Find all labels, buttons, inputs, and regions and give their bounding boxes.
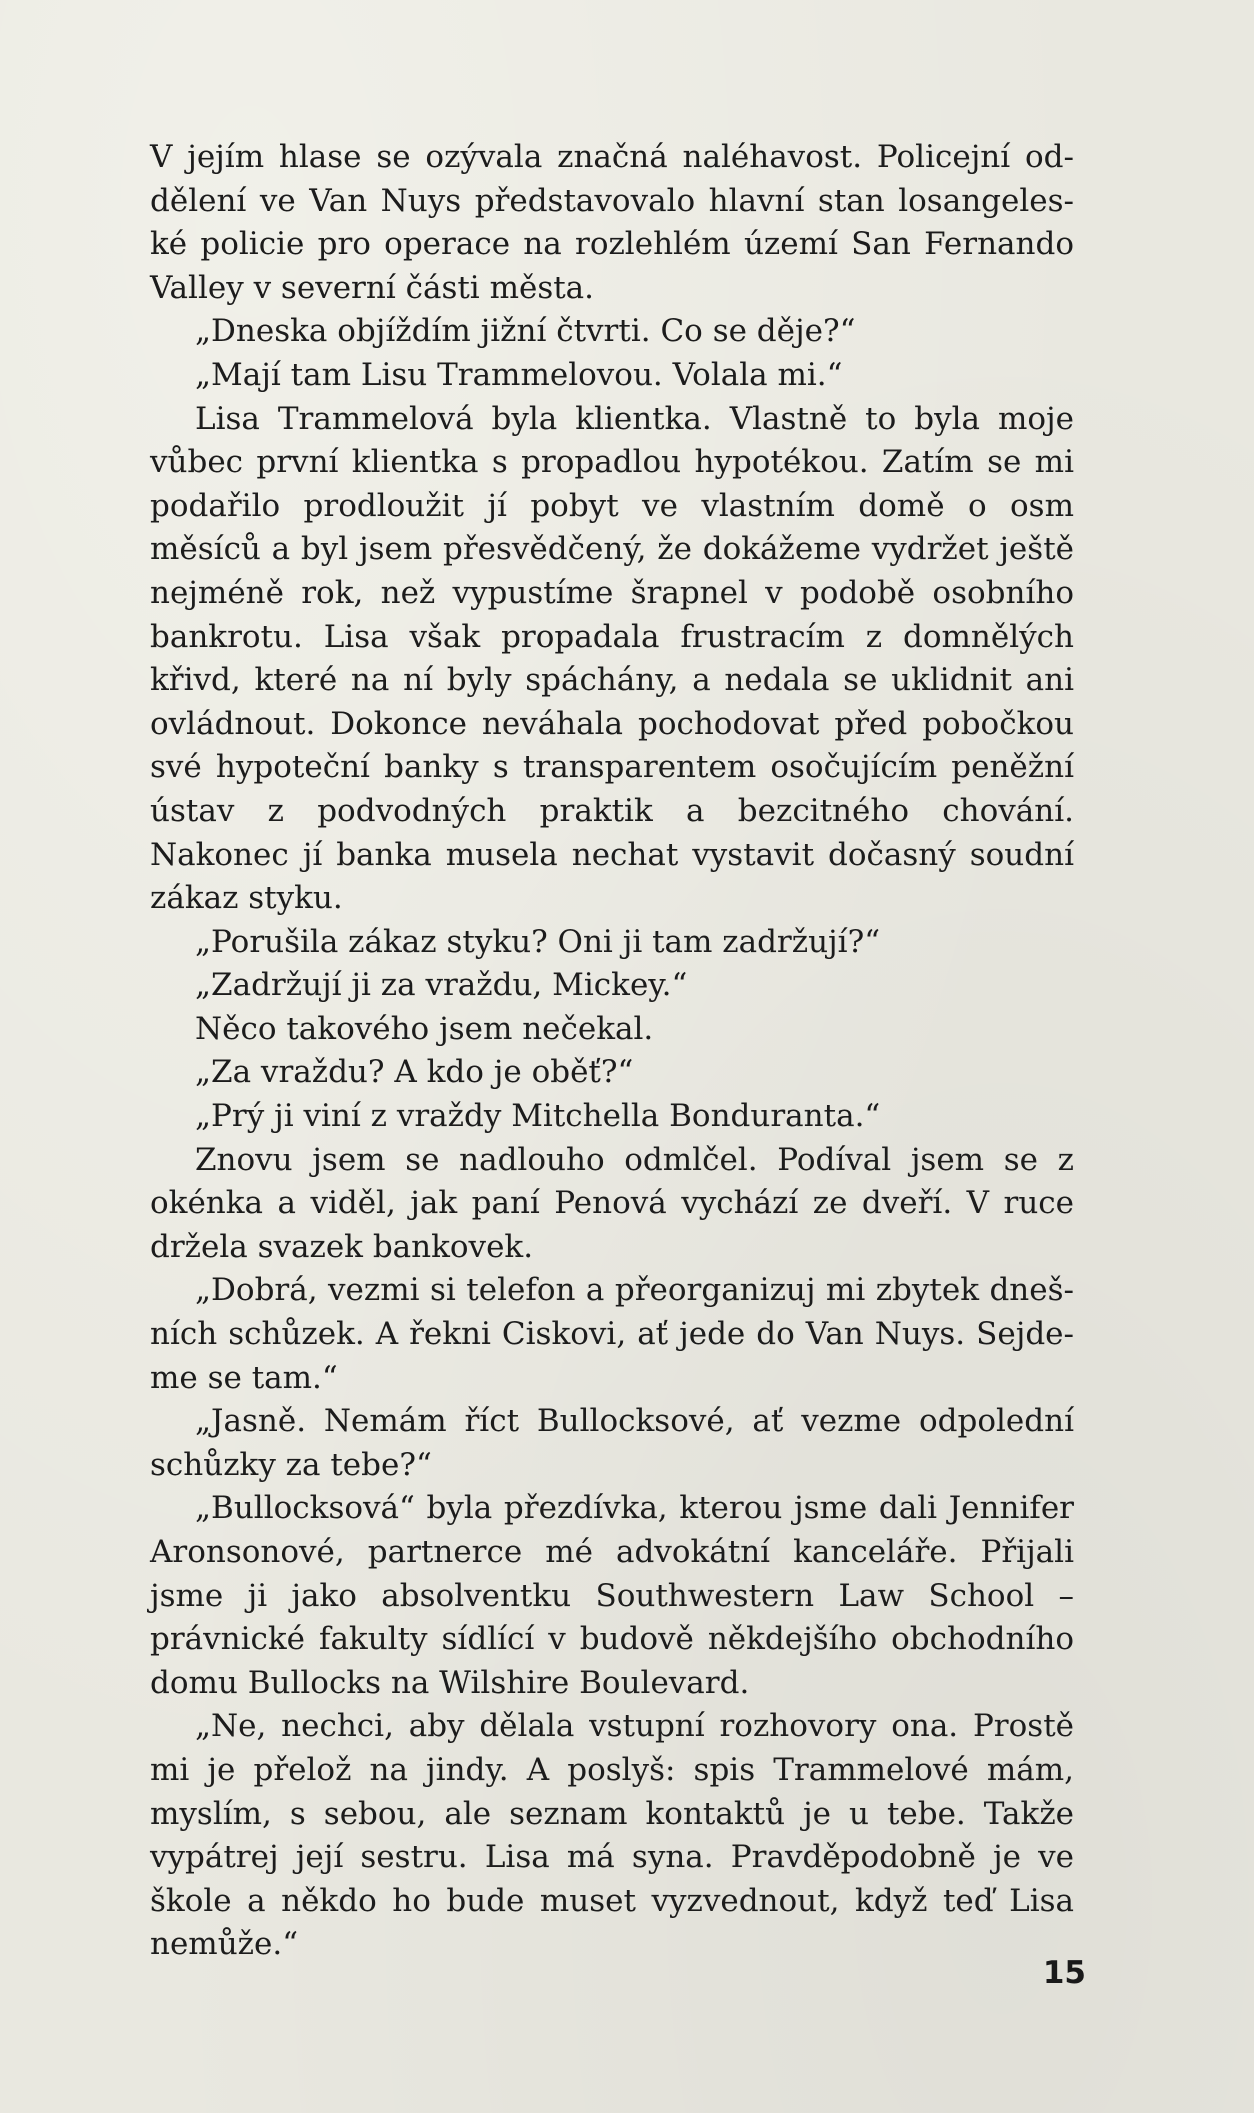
- paragraph: „Jasně. Nemám říct Bullocksové, ať vezme odpolední schůzky za tebe?“: [150, 1403, 1074, 1483]
- paragraph: „Porušila zákaz styku? Oni ji tam zadržují?“: [195, 923, 881, 960]
- paragraph: „Mají tam Lisu Trammelovou. Volala mi.“: [195, 356, 843, 393]
- paragraph: „Dneska objíždím jižní čtvrti. Co se děje?“: [195, 313, 856, 350]
- paragraph: „Zadržují ji za vraždu, Mickey.“: [195, 967, 688, 1004]
- body-text: [150, 136, 1074, 1967]
- paragraph: Znovu jsem se nadlouho odmlčel. Podíval jsem se z okénka a viděl, jak paní Penová vychází ze dveří. V ruce držela svazek bankovek.: [150, 1141, 1074, 1265]
- paragraph: „Bullocksová“ byla přezdívka, kterou jsme dali Jennifer Aronsonové, partnerce mé advokátní kanceláře. Přijali jsme ji jako absolventku Southwestern Law School – právnické fakulty sídlící v budově někdejšího obchodního domu Bullocks na Wilshire Boulevard.: [150, 1490, 1074, 1701]
- paragraph: „Ne, nechci, aby dělala vstupní rozhovory ona. Prostě mi je přelož na jindy. A poslyš: spis Trammelové mám, myslím, s sebou, ale seznam kontaktů je u tebe. Takže vypátrej její sestru. Lisa má syna. Pravděpodobně je ve škole a někdo ho bude muset vyzvednout, když teď Lisa nemůže.“: [150, 1708, 1074, 1963]
- paragraph: „Prý ji viní z vraždy Mitchella Bonduranta.“: [195, 1098, 881, 1135]
- page-number: 15: [1042, 1955, 1086, 1991]
- paragraph: Něco takového jsem nečekal.: [195, 1010, 654, 1047]
- paragraph: V jejím hlase se ozývala značná naléhavost. Policejní oddělení ve Van Nuys představovalo hlavní stan losangeleské policie pro operace na rozlehlém území San Fernando Valley v severní části města.: [150, 139, 1074, 306]
- paragraph: Lisa Trammelová byla klientka. Vlastně to byla moje vůbec první klientka s propadlou hypotékou. Zatím se mi podařilo prodloužit jí pobyt ve vlastním domě o osm měsíců a byl jsem přesvědčený, že dokážeme vydržet ještě nejméně rok, než vypustíme šrapnel v podobě osobního bankrotu. Lisa však propadala frustracím z domnělých křivd, které na ní byly spáchány, a nedala se uklidnit ani ovládnout. Dokonce neváhala pochodovat před pobočkou své hypoteční banky s transparentem osočujícím peněžní ústav z podvodných praktik a bezcitného chování. Nakonec jí banka musela nechat vystavit dočasný soudní zákaz styku.: [150, 400, 1074, 917]
- paragraph: „Dobrá, vezmi si telefon a přeorganizuj mi zbytek dnešních schůzek. A řekni Ciskovi, ať jede do Van Nuys. Sejdeme se tam.“: [150, 1272, 1074, 1396]
- paragraph: „Za vraždu? A kdo je oběť?“: [195, 1054, 634, 1091]
